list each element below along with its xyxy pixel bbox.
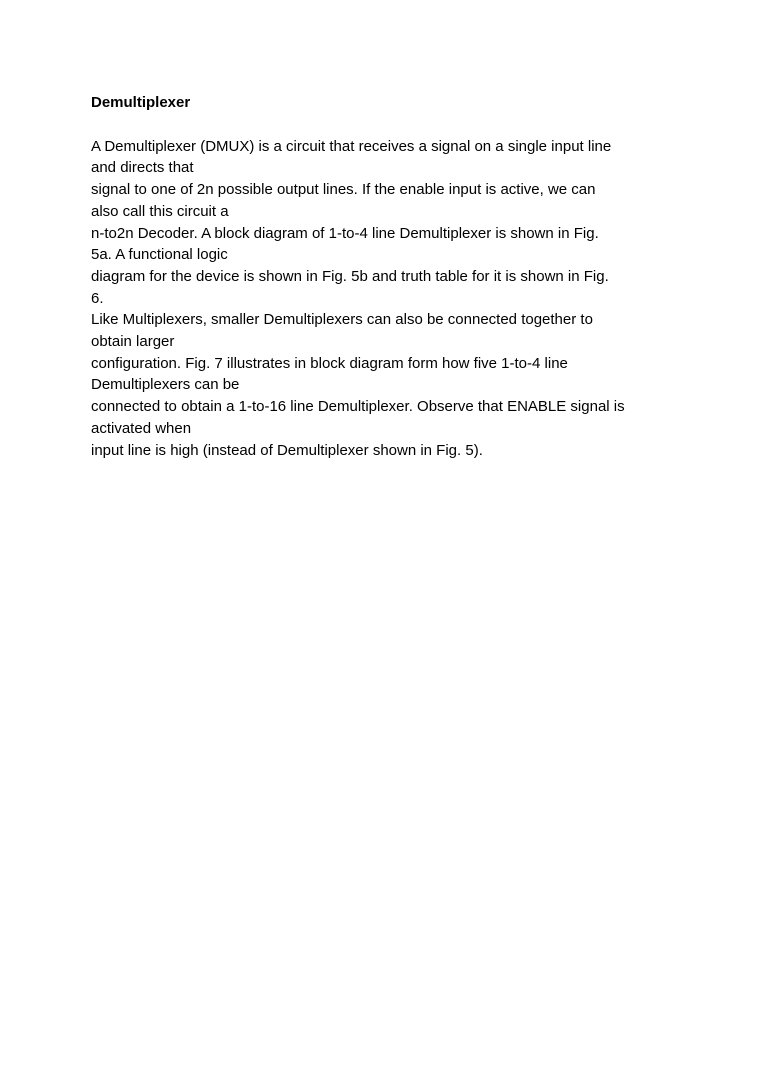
document-content xyxy=(91,92,691,461)
body-line: n-to2n Decoder. A block diagram of 1-to-4 line Demultiplexer is shown in Fig. xyxy=(91,224,599,242)
body-line: 5a. A functional logic xyxy=(91,246,228,264)
document-heading: Demultiplexer xyxy=(91,94,191,111)
body-line: A Demultiplexer (DMUX) is a circuit that receives a signal on a single input line xyxy=(91,137,612,155)
body-line: Like Multiplexers, smaller Demultiplexers can also be connected together to xyxy=(91,311,593,329)
body-line: input line is high (instead of Demultiplexer shown in Fig. 5). xyxy=(91,441,483,459)
body-line: configuration. Fig. 7 illustrates in block diagram form how five 1-to-4 line xyxy=(91,354,568,372)
body-line: diagram for the device is shown in Fig. 5b and truth table for it is shown in Fig. xyxy=(91,267,609,285)
body-line: also call this circuit a xyxy=(91,202,229,220)
body-line: and directs that xyxy=(91,159,194,177)
body-line: obtain larger xyxy=(91,333,175,351)
body-line: Demultiplexers can be xyxy=(91,376,240,394)
body-line: 6. xyxy=(91,289,104,307)
body-line: activated when xyxy=(91,419,192,437)
body-line: connected to obtain a 1-to-16 line Demultiplexer. Observe that ENABLE signal is xyxy=(91,398,625,416)
document-body xyxy=(91,136,691,462)
body-line: signal to one of 2n possible output lines. If the enable input is active, we can xyxy=(91,181,596,199)
